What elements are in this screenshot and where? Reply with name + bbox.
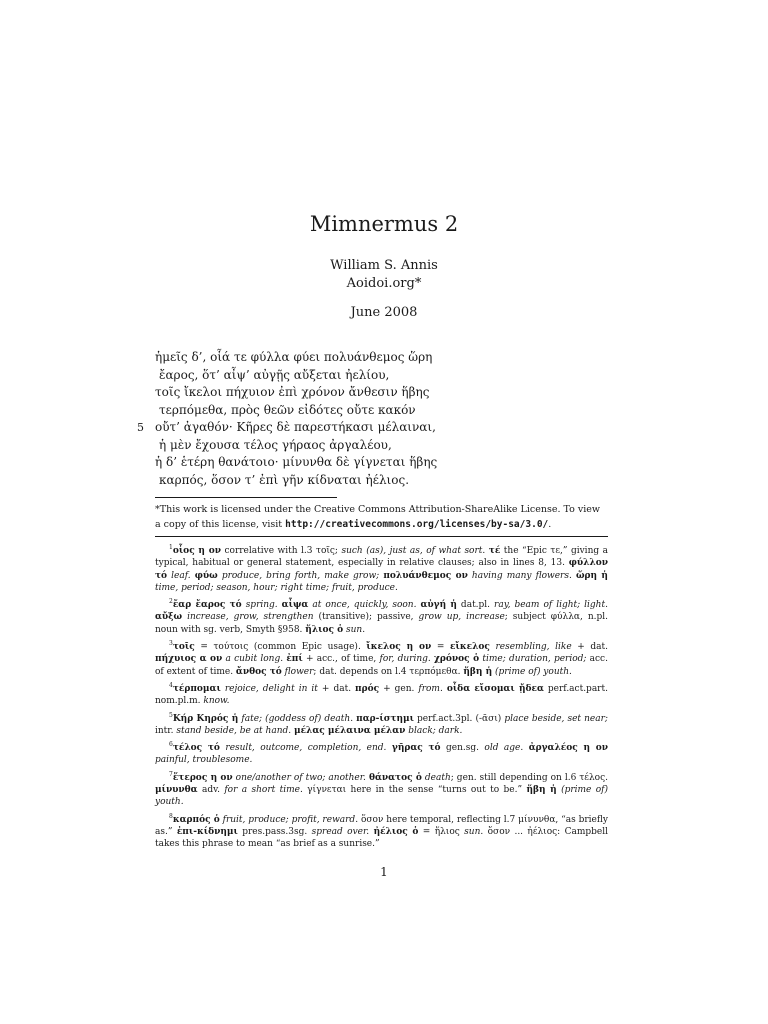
note-text: ὅσον here temporal, reflecting l.7 μίνυνθα, “as briefly as.” bbox=[155, 814, 608, 837]
note-number: 1 bbox=[169, 544, 173, 551]
note-lemma: οἷος η ον bbox=[172, 546, 221, 556]
note-lemma: ἠέλιος ὁ bbox=[373, 826, 419, 837]
note-number: 6 bbox=[169, 741, 173, 749]
note-lemma: καρπός ὁ bbox=[172, 814, 220, 825]
note-gloss: increase, grow, strengthen bbox=[187, 612, 314, 623]
note-text: ; subject φύλλα, n.pl. noun with sg. verb, Smyth §958. bbox=[155, 612, 608, 635]
note-lemma: ἀργαλέος η ον bbox=[528, 743, 608, 754]
note-gloss: painful, troublesome. bbox=[155, 755, 253, 766]
note-lemma: παρ-ίστημι bbox=[356, 713, 414, 724]
note-gloss: death bbox=[424, 772, 451, 783]
note-gloss: one/another of two; another. bbox=[235, 772, 366, 783]
note-lemma: πήχυιος α ον bbox=[155, 654, 223, 665]
note-entry bbox=[155, 680, 608, 708]
note-gloss: time; duration, period; bbox=[482, 654, 587, 665]
note-lemma: οἶδα εἴσομαι ᾔδεα bbox=[446, 683, 544, 694]
note-text: ὅσον ... ἠέλιος: Campbell takes this phrase to mean “as brief as a sunrise.” bbox=[155, 826, 608, 850]
note-gloss: sun. bbox=[345, 624, 366, 635]
notes-divider bbox=[155, 536, 608, 537]
note-gloss: fruit, produce; profit, reward. bbox=[222, 814, 359, 825]
note-gloss: a cubit long. bbox=[225, 654, 284, 665]
poem-line: ἔαρος, ὅτ’ αἶψ’ αὐγῇς αὔξεται ἠελίου, bbox=[159, 367, 390, 382]
note-text: (transitive); passive, bbox=[313, 612, 419, 623]
note-lemma: αὔξω bbox=[155, 612, 183, 623]
note-text: adv. bbox=[197, 785, 225, 796]
poem-line bbox=[137, 419, 436, 437]
note-gloss: resembling, like bbox=[495, 642, 572, 653]
note-lemma: τέρπομαι bbox=[172, 683, 221, 694]
poem-line: ἡμεῖς δ’, οἷά τε φύλλα φύει πολυάνθεμος ὥρη bbox=[155, 350, 433, 364]
note-text: + dat. bbox=[571, 642, 608, 653]
note-gloss: for, during. bbox=[379, 654, 431, 665]
note-lemma: φύω bbox=[194, 570, 218, 581]
license-link[interactable]: http://creativecommons.org/licenses/by-sa/3.0/ bbox=[285, 519, 549, 530]
note-text: + acc., of time, bbox=[302, 654, 380, 665]
note-gloss: leaf. bbox=[171, 570, 191, 581]
publication-date: June 2008 bbox=[350, 305, 418, 320]
note-lemma: αὐγή ἡ bbox=[420, 600, 457, 611]
note-lemma: τέλος τό bbox=[172, 743, 220, 754]
note-entry bbox=[155, 769, 608, 809]
note-lemma: θάνατος ὁ bbox=[368, 772, 422, 783]
license-end: . bbox=[548, 519, 552, 530]
note-gloss: spread over. bbox=[311, 826, 370, 837]
note-lemma: Κήρ Κηρός ἡ bbox=[172, 713, 239, 724]
poem-line: τερπόμεθα, πρὸς θεῶν εἰδότες οὔτε κακόν bbox=[159, 402, 416, 417]
note-gloss: (prime of) youth. bbox=[155, 785, 608, 808]
author-name: William S. Annis bbox=[330, 258, 438, 273]
note-lemma: ἐπι-κίδνημι bbox=[176, 826, 238, 837]
page-number: 1 bbox=[380, 865, 388, 879]
poem-line: τοῖς ἴκελοι πήχυιον ἐπὶ χρόνον ἄνθεσιν ἥβης bbox=[155, 385, 430, 399]
note-lemma: μίνυνθα bbox=[155, 785, 198, 796]
note-text: correlative with l.3 τοῖς; bbox=[221, 546, 342, 556]
note-text: ; dat. depends on l.4 τερπόμεθα. bbox=[313, 666, 464, 677]
note-lemma: φύλλον τό bbox=[155, 558, 608, 581]
license-footnote bbox=[155, 502, 607, 532]
note-lemma: αἶψα bbox=[281, 600, 309, 611]
note-text: perf.act.part. nom.pl.m. bbox=[155, 683, 608, 707]
note-text: ; gen. still depending on l.6 τέλος. bbox=[450, 772, 608, 783]
poem-line: καρπός, ὅσον τ’ ἐπὶ γῆν κίδναται ἠέλιος. bbox=[159, 472, 410, 487]
note-lemma: ἐπί bbox=[286, 654, 303, 665]
poem-line-text: οὔτ’ ἀγαθόν· Κῆρες δὲ παρεστήκασι μέλαιναι, bbox=[155, 420, 436, 434]
note-text: = ἥλιος bbox=[418, 826, 465, 837]
note-gloss: fate; (goddess of) death. bbox=[241, 713, 354, 724]
note-gloss: grow up, increase bbox=[418, 612, 505, 623]
note-entry bbox=[155, 811, 608, 851]
note-gloss: sun. bbox=[464, 826, 484, 837]
note-gloss: for a short time. bbox=[224, 785, 303, 796]
note-lemma: ἄνθος τό bbox=[235, 666, 282, 677]
poem-text bbox=[137, 349, 438, 489]
note-gloss: place beside, set near; bbox=[504, 713, 608, 724]
line-number: 5 bbox=[137, 421, 144, 434]
note-lemma: μέλας μέλαινα μέλαν bbox=[294, 725, 406, 736]
note-text: perf.act.3pl. (-ᾱσι) bbox=[413, 713, 505, 724]
note-gloss: produce, bring forth, make grow; bbox=[221, 570, 380, 581]
note-text: = bbox=[431, 642, 451, 653]
note-text: = τούτοις (common Epic usage). bbox=[194, 642, 367, 653]
note-entry bbox=[155, 596, 608, 636]
note-gloss: flower bbox=[284, 666, 314, 677]
commentary-notes bbox=[155, 542, 608, 853]
note-gloss: having many flowers. bbox=[471, 570, 572, 581]
poem-line: ἡ δ’ ἑτέρη θανάτοιο· μίνυνθα δὲ γίγνεται ἥβης bbox=[155, 455, 438, 469]
note-lemma: ἴκελος η ον bbox=[366, 642, 432, 653]
note-text: gen.sg. bbox=[440, 743, 485, 754]
note-lemma: ἕτερος η ον bbox=[172, 772, 233, 783]
note-text: dat.pl. bbox=[456, 600, 495, 611]
note-gloss: black; dark. bbox=[408, 725, 463, 736]
note-gloss: stand beside, be at hand. bbox=[176, 725, 292, 736]
note-number: 4 bbox=[169, 681, 173, 689]
note-lemma: πολυάνθεμος ον bbox=[383, 570, 468, 581]
note-lemma: εἴκελος bbox=[450, 642, 490, 653]
poem-line: ἡ μὲν ἔχουσα τέλος γήραος ἀργαλέου, bbox=[159, 437, 392, 452]
note-gloss: ray, beam of light; light. bbox=[494, 600, 608, 611]
note-entry bbox=[155, 542, 608, 594]
note-gloss: (prime of) youth. bbox=[495, 666, 572, 677]
license-text: *This work is licensed under the Creative Commons Attribution-ShareAlike License. To view a copy of this license, visit bbox=[155, 504, 600, 530]
note-text: intr. bbox=[155, 725, 177, 736]
note-number: 3 bbox=[169, 640, 173, 648]
note-number: 7 bbox=[169, 770, 173, 778]
note-gloss: from. bbox=[418, 683, 443, 694]
note-text: pres.pass.3sg. bbox=[237, 826, 312, 837]
note-gloss: time, period; season, hour; right time; fruit, produce. bbox=[155, 582, 398, 593]
note-lemma: γῆρας τό bbox=[391, 743, 441, 754]
note-number: 8 bbox=[169, 812, 173, 820]
note-lemma: τοῖς bbox=[172, 642, 195, 653]
note-lemma: πρός bbox=[355, 683, 380, 694]
note-number: 5 bbox=[169, 711, 173, 719]
note-entry bbox=[155, 638, 608, 678]
note-gloss: at once, quickly, soon. bbox=[312, 600, 417, 611]
note-entry bbox=[155, 739, 608, 767]
note-lemma: ὥρη ἡ bbox=[575, 570, 608, 581]
note-lemma: ἥβη ἡ bbox=[463, 666, 493, 677]
note-number: 2 bbox=[169, 598, 173, 606]
note-text: + gen. bbox=[379, 683, 419, 694]
note-lemma: ἔαρ ἔαρος τό bbox=[172, 600, 242, 611]
note-gloss: know. bbox=[203, 696, 230, 707]
note-entry bbox=[155, 710, 608, 738]
note-text: acc. of extent of time. bbox=[155, 654, 608, 677]
page-title: Mimnermus 2 bbox=[309, 212, 459, 236]
note-gloss: old age. bbox=[484, 743, 524, 754]
note-lemma: ἥλιος ὁ bbox=[305, 624, 344, 635]
note-gloss: such (as), just as, of what sort. bbox=[341, 546, 486, 556]
note-text: γίγνεται here in the sense “turns out to be.” bbox=[302, 785, 527, 796]
note-lemma: χρόνος ὁ bbox=[434, 654, 480, 665]
note-text: + dat. bbox=[317, 683, 356, 694]
note-gloss: spring. bbox=[245, 600, 278, 611]
note-text: the “Epic τε,” giving a typical, habitual or general statement, especially in relative clauses; also in lines 8, 13. bbox=[155, 546, 608, 569]
note-lemma: τέ bbox=[488, 546, 501, 556]
note-gloss: rejoice, delight in it bbox=[224, 683, 318, 694]
note-gloss: result, outcome, completion, end. bbox=[225, 743, 387, 754]
note-lemma: ἥβη ἡ bbox=[526, 785, 557, 796]
site-name: Aoidoi.org* bbox=[346, 276, 422, 291]
footnote-divider bbox=[155, 497, 337, 498]
